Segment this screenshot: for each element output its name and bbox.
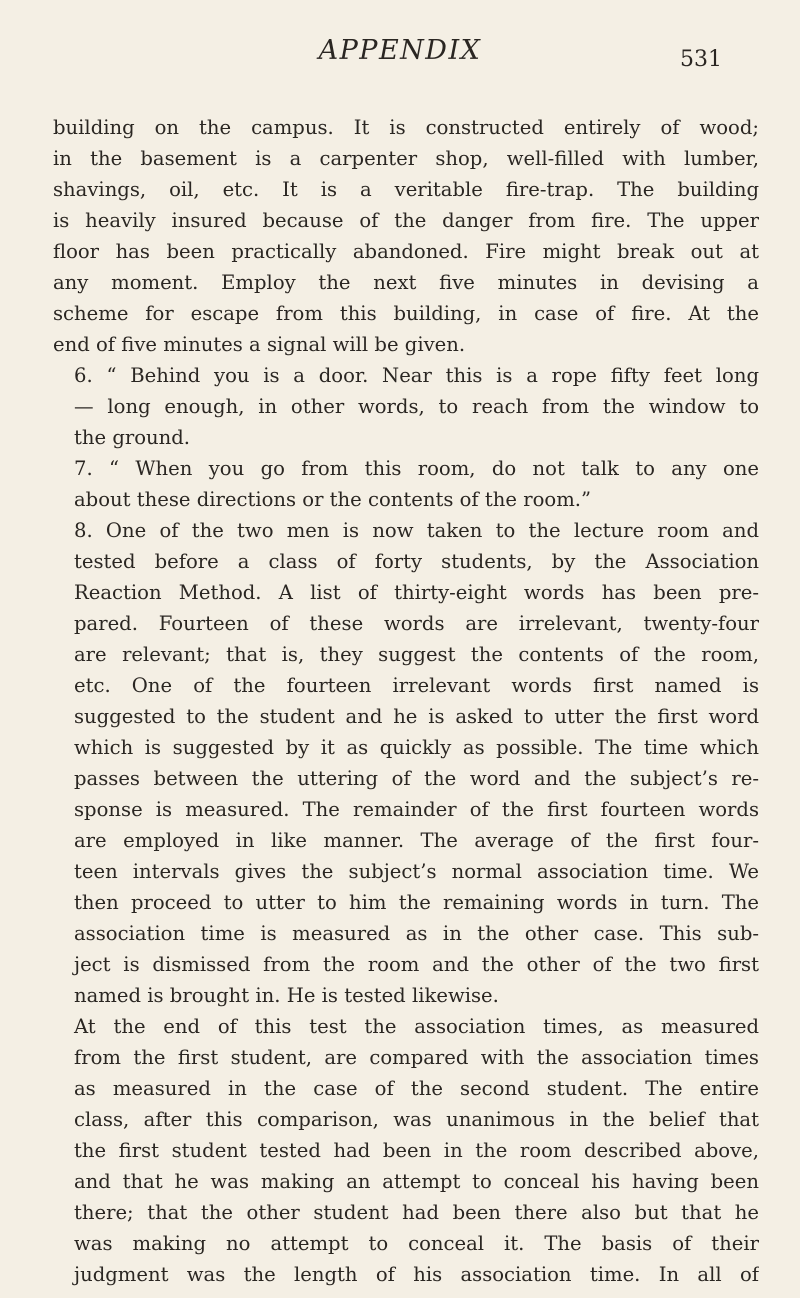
text-line: about these directions or the contents of the room.” [74,488,592,511]
text-line: the first student tested had been in the room described above, [74,1139,759,1162]
text-line: end of five minutes a signal will be given. [53,333,466,356]
text-line: was making no attempt to conceal it. The basis of their [74,1232,759,1255]
text-line: floor has been practically abandoned. Fire might break out at [53,240,759,263]
text-line: association time is measured as in the other case. This sub- [74,922,759,945]
text-line: tested before a class of forty students, by the Association [74,550,759,573]
body-text [53,112,759,1290]
text-line: shavings, oil, etc. It is a veritable fire-trap. The building [53,178,759,201]
page-number: 531 [680,47,722,72]
paragraph [53,360,759,453]
paragraph [53,515,759,1011]
text-line: is heavily insured because of the danger from fire. The upper [53,209,759,232]
text-line: named is brought in. He is tested likewise. [74,984,499,1007]
text-line: teen intervals gives the subject’s normal association time. We [74,860,759,883]
text-line: any moment. Employ the next five minutes in devising a [53,271,759,294]
paragraph [53,112,759,360]
text-line: pared. Fourteen of these words are irrelevant, twenty-four [74,612,759,635]
text-line: from the first student, are compared with the association times [74,1046,759,1069]
running-head: APPENDIX [318,35,482,66]
text-line: there; that the other student had been there also but that he [74,1201,759,1224]
text-line: 8. One of the two men is now taken to the lecture room and [74,519,759,542]
text-line: etc. One of the fourteen irrelevant words first named is [74,674,759,697]
text-line: sponse is measured. The remainder of the first fourteen words [74,798,759,821]
text-line: are employed in like manner. The average of the first four- [74,829,759,852]
text-line: as measured in the case of the second student. The entire [74,1077,759,1100]
text-line: the ground. [74,426,191,449]
text-line: which is suggested by it as quickly as possible. The time which [74,736,759,759]
text-line: are relevant; that is, they suggest the contents of the room, [74,643,759,666]
text-line: and that he was making an attempt to conceal his having been [74,1170,759,1193]
paragraph [53,1011,759,1290]
text-line: At the end of this test the association times, as measured [74,1015,759,1038]
text-line: ject is dismissed from the room and the other of the two first [74,953,759,976]
text-line: judgment was the length of his association time. In all of [74,1263,759,1286]
text-line: 6. “ Behind you is a door. Near this is a rope fifty feet long [74,364,759,387]
text-line: building on the campus. It is constructed entirely of wood; [53,116,759,139]
text-line: 7. “ When you go from this room, do not talk to any one [74,457,759,480]
text-line: suggested to the student and he is asked to utter the first word [74,705,759,728]
text-line: passes between the uttering of the word and the subject’s re- [74,767,759,790]
text-line: class, after this comparison, was unanimous in the belief that [74,1108,759,1131]
text-line: — long enough, in other words, to reach from the window to [74,395,759,418]
text-line: Reaction Method. A list of thirty-eight words has been pre- [74,581,759,604]
text-line: scheme for escape from this building, in case of fire. At the [53,302,759,325]
text-line: in the basement is a carpenter shop, well-filled with lumber, [53,147,759,170]
paragraph [53,453,759,515]
text-line: then proceed to utter to him the remaining words in turn. The [74,891,759,914]
